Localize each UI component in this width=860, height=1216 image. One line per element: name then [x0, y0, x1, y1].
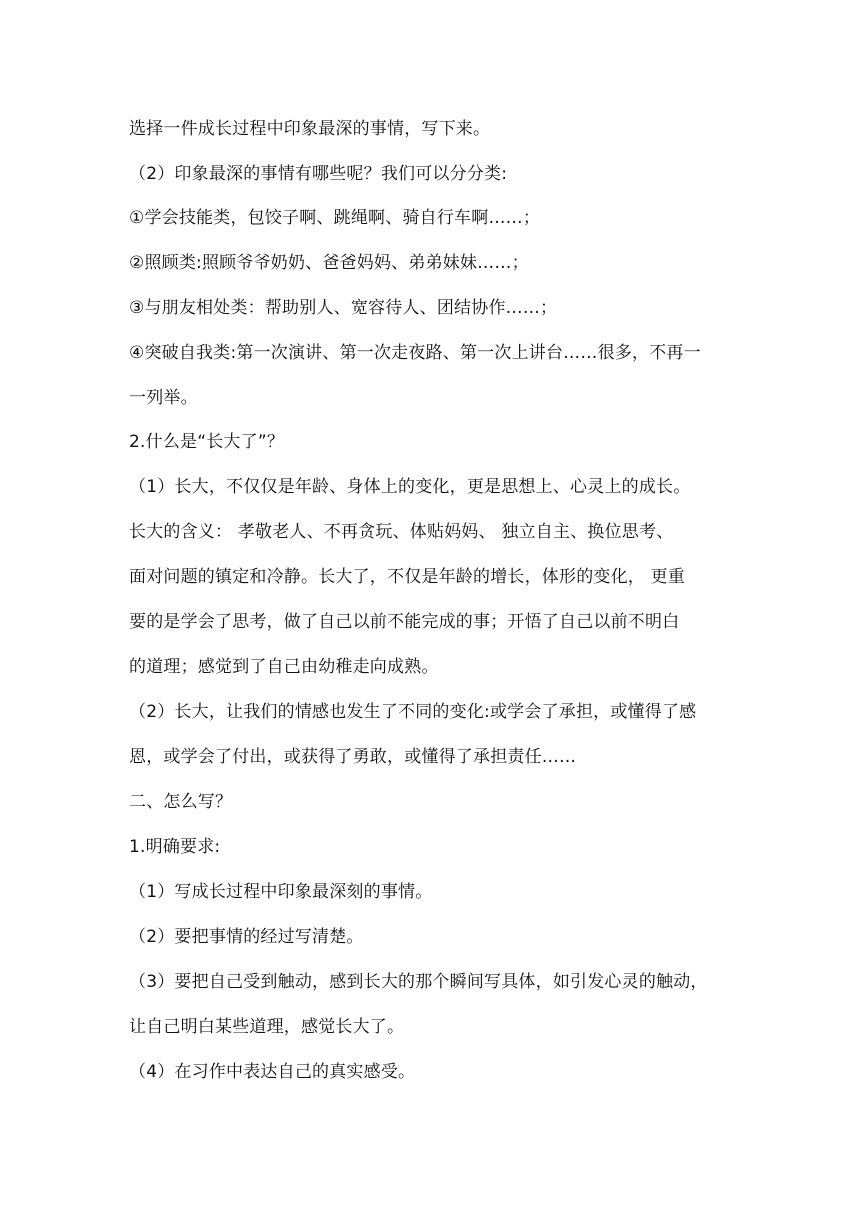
text-line-5: ③与朋友相处类：帮助别人、宽容待人、团结协作……；: [129, 298, 558, 318]
text-line-21: 让自己明白某些道理，感觉长大了。: [129, 1017, 405, 1037]
text-line-11: 面对问题的镇定和冷静。长大了，不仅是年龄的增长，体形的变化， 更重: [129, 567, 686, 587]
text-line-8: 2.什么是“长大了”？: [129, 432, 285, 452]
text-line-6: ④突破自我类:第一次演讲、第一次走夜路、第一次上讲台……很多，不再一: [129, 343, 701, 363]
text-line-22: （4）在习作中表达自己的真实感受。: [129, 1062, 416, 1082]
text-line-20: （3）要把自己受到触动，感到长大的那个瞬间写具体，如引发心灵的触动，: [129, 972, 708, 992]
text-line-18: （1）写成长过程中印象最深刻的事情。: [129, 882, 433, 902]
text-line-17: 1.明确要求:: [129, 837, 221, 857]
text-line-3: ①学会技能类，包饺子啊、跳绳啊、骑自行车啊……；: [129, 208, 541, 228]
text-line-9: （1）长大，不仅仅是年龄、身体上的变化，更是思想上、心灵上的成长。: [129, 477, 691, 497]
text-line-4: ②照顾类:照顾爷爷奶奶、爸爸妈妈、弟弟妹妹……；: [129, 253, 529, 273]
text-line-14: （2）长大，让我们的情感也发生了不同的变化:或学会了承担，或懂得了感: [129, 702, 697, 722]
text-line-7: 一列举。: [129, 388, 198, 408]
text-line-19: （2）要把事情的经过写清楚。: [129, 927, 364, 947]
text-line-12: 要的是学会了思考，做了自己以前不能完成的事；开悟了自己以前不明白: [129, 612, 680, 632]
text-line-2: （2）印象最深的事情有哪些呢？我们可以分分类:: [129, 164, 508, 184]
text-line-13: 的道理；感觉到了自己由幼稚走向成熟。: [129, 657, 439, 677]
text-line-15: 恩，或学会了付出，或获得了勇敢，或懂得了承担责任……: [129, 747, 577, 767]
text-line-16: 二、怎么写？: [129, 792, 233, 812]
text-line-10: 长大的含义： 孝敬老人、不再贪玩、体贴妈妈、 独立自主、换位思考、: [129, 522, 674, 542]
text-line-1: 选择一件成长过程中印象最深的事情，写下来。: [129, 119, 491, 139]
